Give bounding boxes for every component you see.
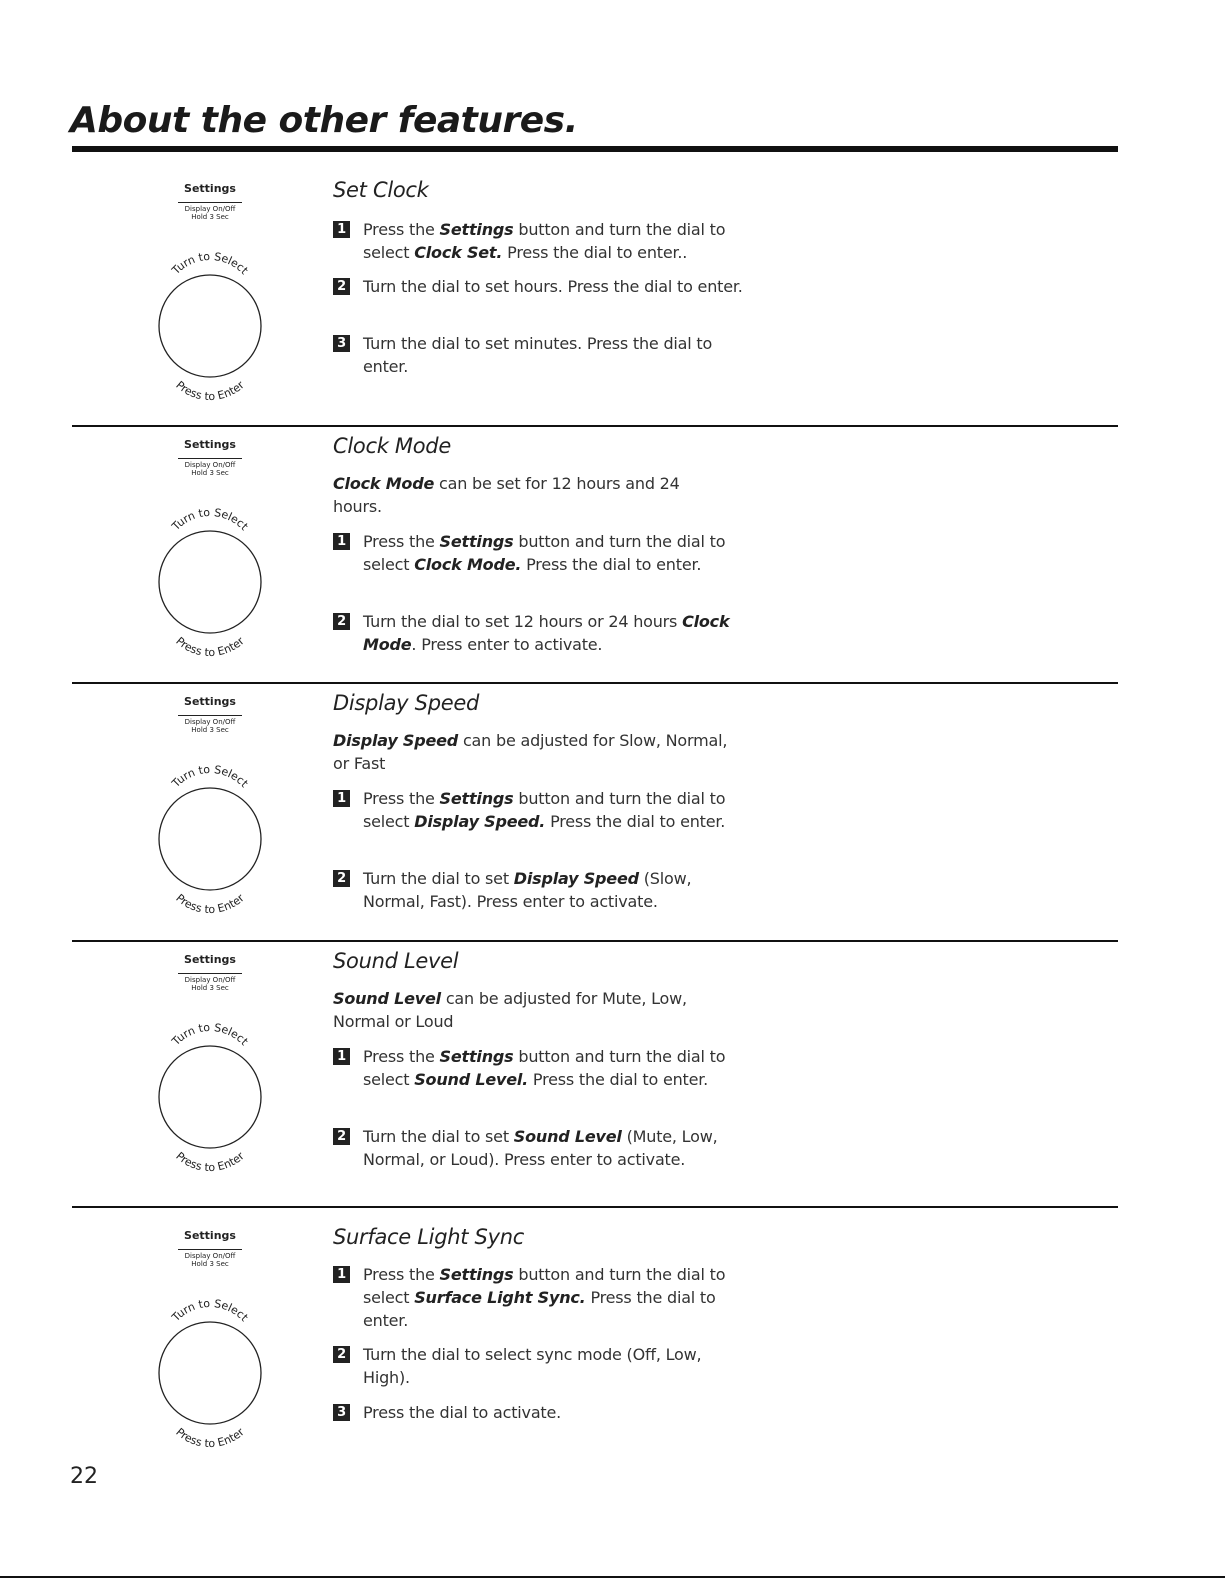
- hold-3-sec-label: Hold 3 Sec: [191, 984, 229, 992]
- press-to-enter-label: Press to Enter: [173, 634, 247, 660]
- settings-label-rule: [178, 458, 242, 459]
- display-onoff-label: Display On/Off: [184, 205, 236, 213]
- step-emphasis: Settings: [439, 1265, 514, 1284]
- settings-button-label[interactable]: Settings: [184, 438, 236, 451]
- step-2: [337, 1125, 753, 1171]
- press-to-enter-label: Press to Enter: [173, 891, 247, 917]
- section-heading: Surface Light Sync: [333, 1225, 524, 1249]
- step-number-badge: 2: [333, 870, 350, 887]
- section-heading: Set Clock: [333, 178, 429, 202]
- step-emphasis: Display Speed: [513, 869, 639, 888]
- step-text: Turn the dial to set minutes. Press the dial to enter.: [363, 334, 713, 376]
- step-text: button and turn the dial to select: [363, 789, 726, 831]
- intro-text: can be adjusted for Mute, Low, Normal or Loud: [333, 989, 687, 1031]
- step-number-badge: 1: [333, 221, 350, 238]
- hold-3-sec-label: Hold 3 Sec: [191, 726, 229, 734]
- step-number-badge: 2: [333, 278, 350, 295]
- hold-3-sec-label: Hold 3 Sec: [191, 1260, 229, 1268]
- step-text: Press the dial to enter.: [521, 555, 702, 574]
- step-text: Press the dial to enter.: [545, 812, 726, 831]
- step-2: [337, 275, 753, 298]
- settings-control-panel: [140, 1225, 280, 1450]
- step-emphasis: Clock Set.: [414, 243, 503, 262]
- step-2: [337, 1343, 753, 1389]
- step-emphasis: Clock Mode: [363, 612, 730, 654]
- dial-knob[interactable]: [159, 788, 261, 890]
- settings-button-label[interactable]: Settings: [184, 182, 236, 195]
- intro-text: can be set for 12 hours and 24 hours.: [333, 474, 680, 516]
- step-text: Press the: [363, 532, 440, 551]
- step-text: Press the dial to enter.: [528, 1070, 709, 1089]
- settings-control-panel: [140, 949, 280, 1174]
- page-number: 22: [70, 1464, 98, 1489]
- section-heading: Clock Mode: [333, 434, 451, 458]
- display-onoff-label: Display On/Off: [184, 718, 236, 726]
- step-text: Press the: [363, 1047, 440, 1066]
- display-onoff-label: Display On/Off: [184, 1252, 236, 1260]
- settings-label-rule: [178, 973, 242, 974]
- display-onoff-label: Display On/Off: [184, 461, 236, 469]
- step-emphasis: Surface Light Sync.: [414, 1288, 586, 1307]
- step-number-badge: 1: [333, 1266, 350, 1283]
- step-emphasis: Display Speed.: [414, 812, 546, 831]
- section-intro: [333, 987, 733, 1033]
- settings-label-rule: [178, 715, 242, 716]
- hold-3-sec-label: Hold 3 Sec: [191, 213, 229, 221]
- step-text: Turn the dial to set hours. Press the dial to enter.: [363, 277, 743, 296]
- step-text: Press the dial to enter..: [502, 243, 688, 262]
- settings-button-label[interactable]: Settings: [184, 1229, 236, 1242]
- page-title: About the other features.: [70, 100, 578, 141]
- dial-knob[interactable]: [159, 531, 261, 633]
- step-number-badge: 1: [333, 1048, 350, 1065]
- press-to-enter-label: Press to Enter: [173, 1425, 247, 1451]
- step-text: Press the: [363, 789, 440, 808]
- settings-button-label[interactable]: Settings: [184, 953, 236, 966]
- step-text: . Press enter to activate.: [411, 635, 603, 654]
- hold-3-sec-label: Hold 3 Sec: [191, 469, 229, 477]
- turn-to-select-label: Turn to Select: [169, 1020, 251, 1049]
- step-1: [337, 1045, 753, 1091]
- step-emphasis: Sound Level: [513, 1127, 622, 1146]
- step-text: Turn the dial to set 12 hours or 24 hours: [363, 612, 683, 631]
- step-text: Press the dial to enter.: [363, 1288, 716, 1330]
- settings-label-rule: [178, 1249, 242, 1250]
- bottom-rule: [0, 1576, 1225, 1578]
- step-emphasis: Settings: [439, 532, 514, 551]
- step-text: button and turn the dial to select: [363, 220, 726, 262]
- dial-knob[interactable]: [159, 1322, 261, 1424]
- step-1: [337, 787, 753, 833]
- section-intro: [333, 472, 733, 518]
- selector-dial[interactable]: [150, 739, 270, 919]
- step-emphasis: Sound Level.: [414, 1070, 529, 1089]
- step-text: button and turn the dial to select: [363, 532, 726, 574]
- step-text: Turn the dial to set: [363, 869, 514, 888]
- press-to-enter-label: Press to Enter: [173, 378, 247, 404]
- display-onoff-label: Display On/Off: [184, 976, 236, 984]
- turn-to-select-label: Turn to Select: [169, 1296, 251, 1325]
- step-number-badge: 2: [333, 613, 350, 630]
- step-text: button and turn the dial to select: [363, 1265, 726, 1307]
- step-text: Press the: [363, 220, 440, 239]
- step-emphasis: Settings: [439, 220, 514, 239]
- section-intro: [333, 729, 733, 775]
- settings-control-panel: [140, 178, 280, 403]
- title-rule: [72, 146, 1118, 152]
- section-separator: [72, 1206, 1118, 1208]
- turn-to-select-label: Turn to Select: [169, 505, 251, 534]
- step-number-badge: 2: [333, 1346, 350, 1363]
- step-3: [337, 1401, 753, 1424]
- step-text: button and turn the dial to select: [363, 1047, 726, 1089]
- settings-button-label[interactable]: Settings: [184, 695, 236, 708]
- step-number-badge: 3: [333, 335, 350, 352]
- intro-feature-name: Display Speed: [333, 731, 459, 750]
- step-2: [337, 867, 753, 913]
- selector-dial[interactable]: [150, 226, 270, 406]
- settings-control-panel: [140, 691, 280, 916]
- dial-knob[interactable]: [159, 275, 261, 377]
- section-separator: [72, 940, 1118, 942]
- step-3: [337, 332, 753, 378]
- step-text: Turn the dial to set: [363, 1127, 514, 1146]
- intro-feature-name: Sound Level: [333, 989, 441, 1008]
- dial-knob[interactable]: [159, 1046, 261, 1148]
- step-text: Turn the dial to select sync mode (Off, Low, High).: [363, 1345, 702, 1387]
- step-text: (Mute, Low, Normal, or Loud). Press enter to activate.: [363, 1127, 718, 1169]
- section-separator: [72, 425, 1118, 427]
- turn-to-select-label: Turn to Select: [169, 249, 251, 278]
- section-heading: Display Speed: [333, 691, 480, 715]
- step-number-badge: 1: [333, 533, 350, 550]
- press-to-enter-label: Press to Enter: [173, 1149, 247, 1175]
- step-text: Press the: [363, 1265, 440, 1284]
- intro-text: can be adjusted for Slow, Normal, or Fast: [333, 731, 728, 773]
- step-emphasis: Settings: [439, 1047, 514, 1066]
- settings-control-panel: [140, 434, 280, 659]
- step-number-badge: 3: [333, 1404, 350, 1421]
- turn-to-select-label: Turn to Select: [169, 762, 251, 791]
- section-heading: Sound Level: [333, 949, 459, 973]
- step-text: Press the dial to activate.: [363, 1403, 562, 1422]
- selector-dial[interactable]: [150, 482, 270, 662]
- selector-dial[interactable]: [150, 1273, 270, 1453]
- step-emphasis: Settings: [439, 789, 514, 808]
- section-separator: [72, 682, 1118, 684]
- step-1: [337, 218, 753, 264]
- step-emphasis: Clock Mode.: [414, 555, 522, 574]
- step-number-badge: 1: [333, 790, 350, 807]
- step-1: [337, 1263, 753, 1332]
- settings-label-rule: [178, 202, 242, 203]
- selector-dial[interactable]: [150, 997, 270, 1177]
- intro-feature-name: Clock Mode: [333, 474, 435, 493]
- step-number-badge: 2: [333, 1128, 350, 1145]
- step-1: [337, 530, 753, 576]
- step-text: (Slow, Normal, Fast). Press enter to activate.: [363, 869, 692, 911]
- step-2: [337, 610, 753, 656]
